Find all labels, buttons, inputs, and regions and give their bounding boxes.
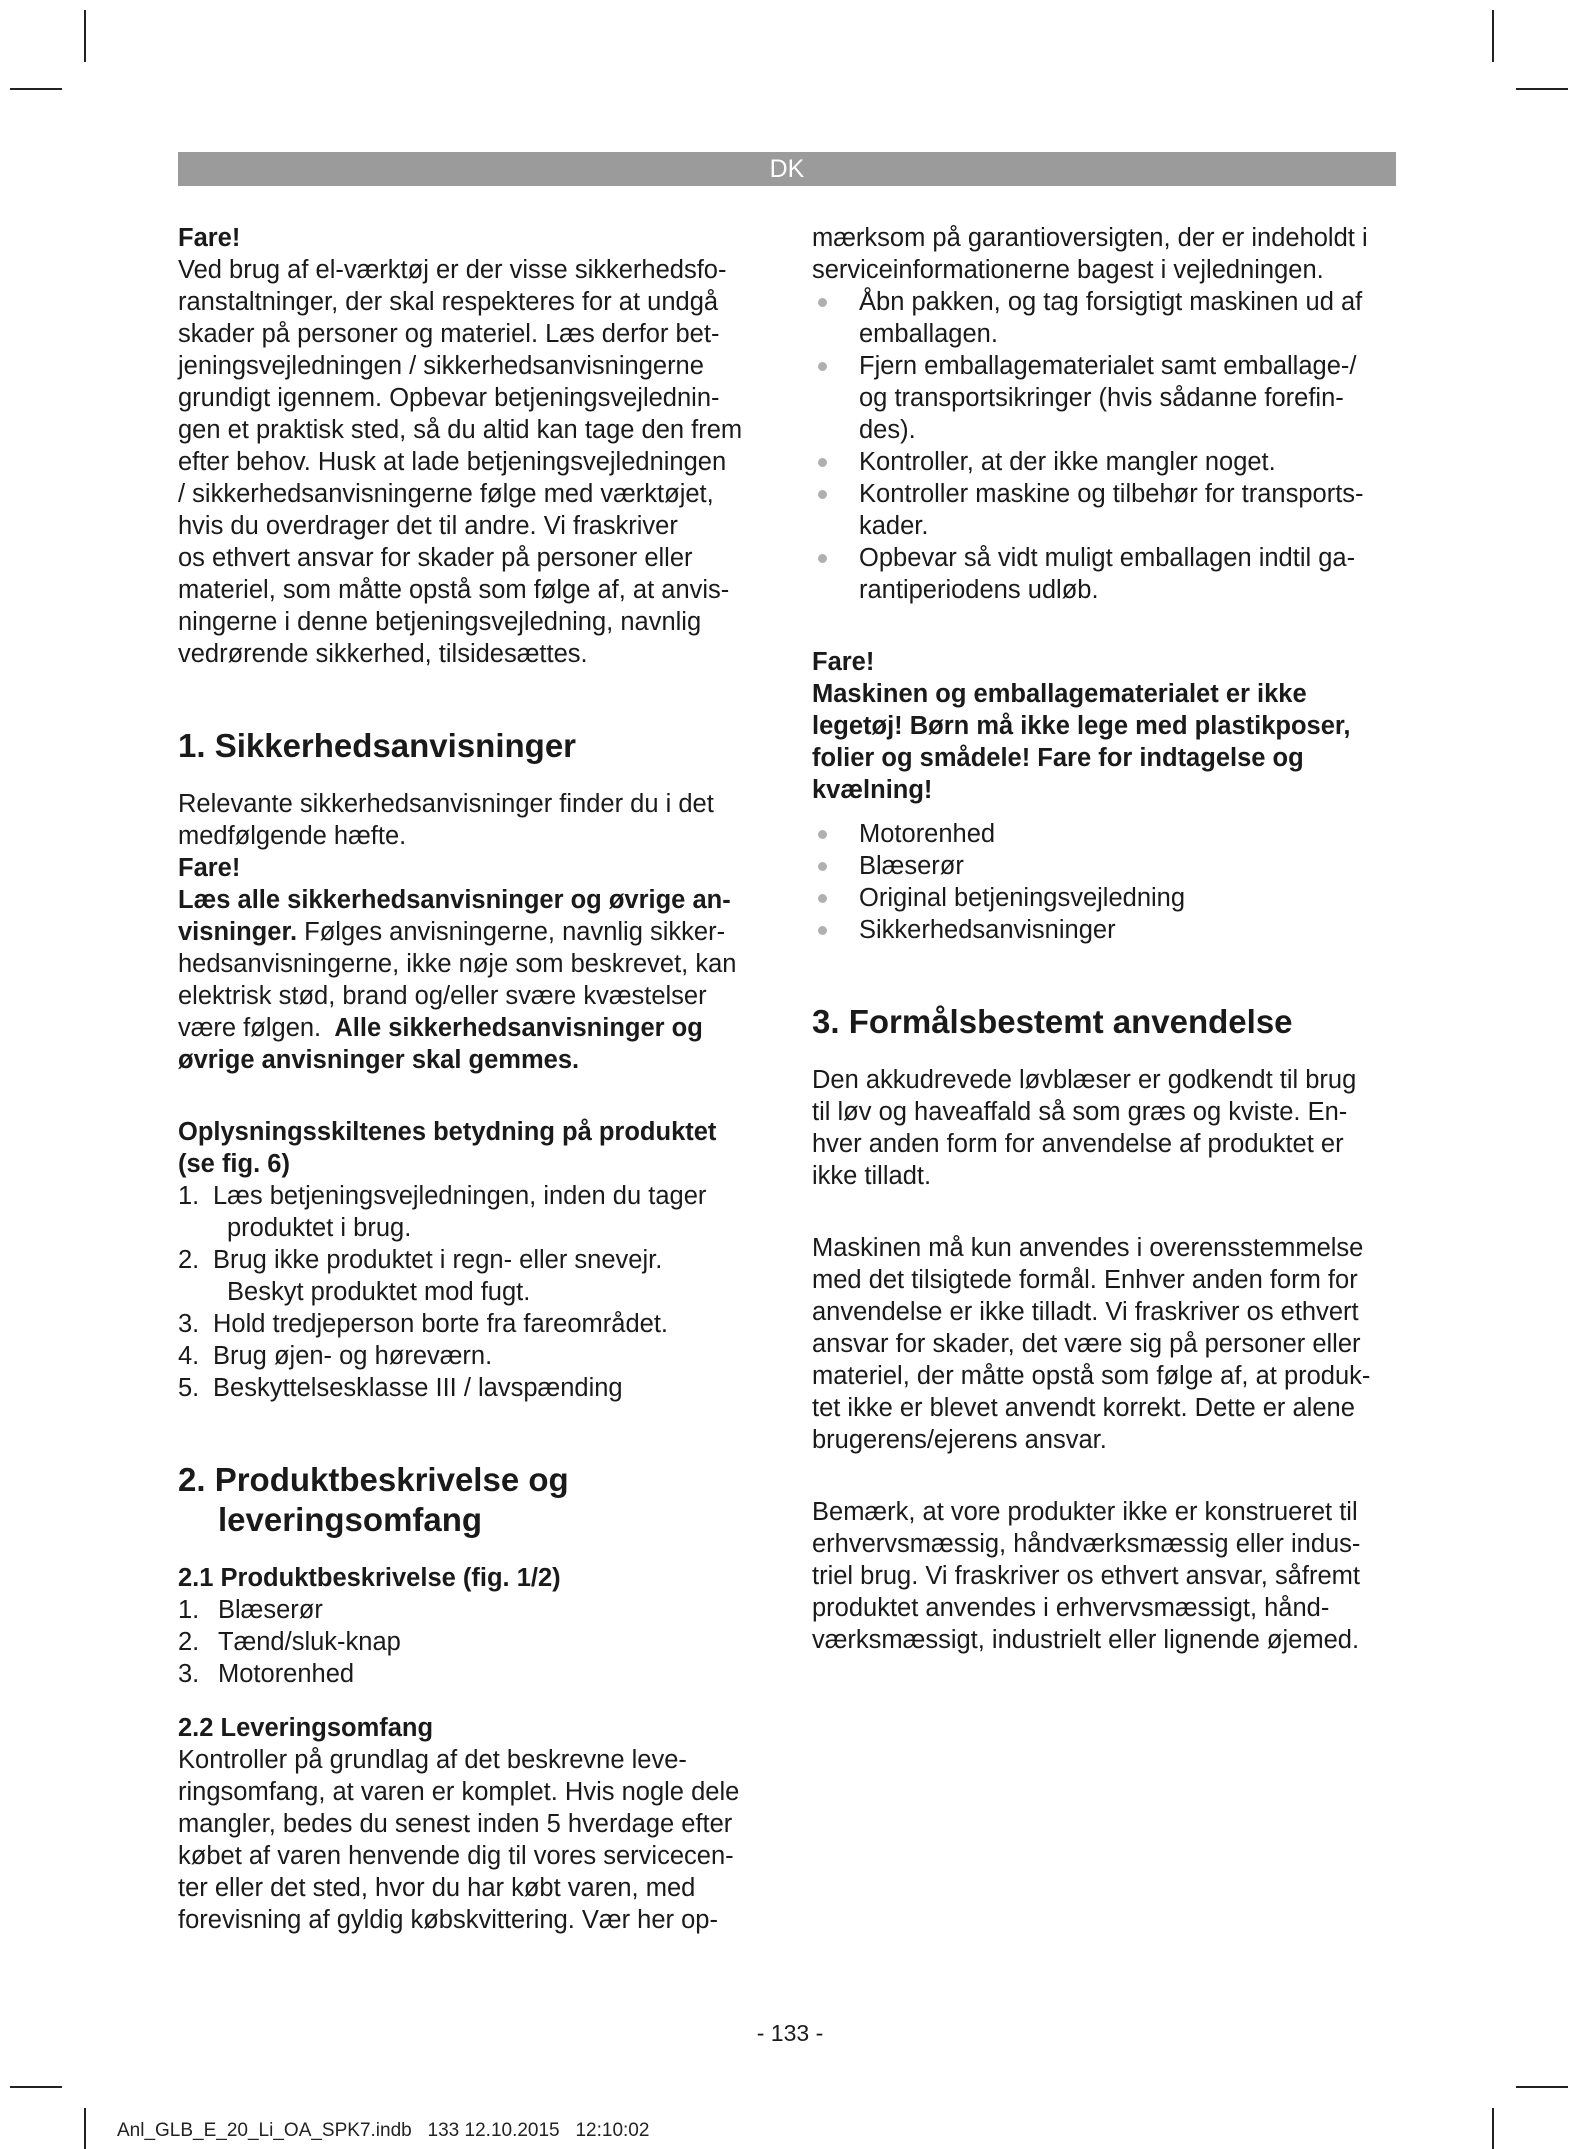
text-line: Den akkudrevede løvblæser er godkendt til brug (812, 1066, 1357, 1094)
text-line: mangler, bedes du senest inden 5 hverdage efter (178, 1810, 733, 1838)
sign-number: 4. (178, 1342, 200, 1370)
crop-mark (84, 2108, 86, 2149)
continued-text (812, 222, 1412, 286)
sign-text-line: Læs betjeningsvejledningen, inden du tager (213, 1182, 707, 1210)
bullet-icon (818, 298, 827, 307)
part-number: 1. (178, 1596, 200, 1624)
sign-text (213, 1180, 778, 1244)
text-line: skader på personer og materiel. Læs derfor bet- (178, 320, 720, 348)
left-column (178, 222, 778, 1936)
scope-item (812, 818, 1412, 850)
text-line: legetøj! Børn må ikke lege med plastikposer, (812, 712, 1351, 740)
bullet-icon (818, 490, 827, 499)
sign-number: 2. (178, 1246, 200, 1274)
sign-text-line: Hold tredjeperson borte fra fareområdet. (213, 1310, 668, 1338)
bullet-icon (818, 894, 827, 903)
subsection-2-2-title: 2.2 Leveringsomfang (178, 1714, 434, 1742)
text-line: anvendelse er ikke tilladt. Vi fraskriver os ethvert (812, 1298, 1359, 1326)
text-line: ningerne i denne betjeningsvejledning, navnlig (178, 608, 702, 636)
text-line: Maskinen og emballagematerialet er ikke (812, 680, 1307, 708)
bullet-text-line: emballagen. (859, 320, 998, 348)
section-1-warning-line (178, 916, 778, 948)
text-line: hedsanvisningerne, ikke nøje som beskrevet, kan (178, 950, 737, 978)
subsection-2-2-text (178, 1744, 778, 1936)
section-2-title (178, 1460, 778, 1540)
text-line: grundigt igennem. Opbevar betjeningsvejlednin- (178, 384, 720, 412)
sign-text-line: Brug øjen- og høreværn. (213, 1342, 493, 1370)
subsection-2-1-title: 2.1 Produktbeskrivelse (fig. 1/2) (178, 1564, 561, 1592)
checklist-item (812, 478, 1412, 542)
text-line: Ved brug af el-værktøj er der visse sikkerhedsfo- (178, 256, 727, 284)
part-label: Motorenhed (218, 1660, 355, 1688)
crop-mark (84, 10, 86, 62)
text-line: elektrisk stød, brand og/eller svære kvæstelser (178, 982, 707, 1010)
crop-mark (10, 88, 62, 90)
crop-mark (10, 2086, 62, 2088)
text-line: købet af varen henvende dig til vores servicecen- (178, 1842, 734, 1870)
text-line: ikke tilladt. (812, 1162, 932, 1190)
sign-item (178, 1244, 778, 1308)
text-line: kvælning! (812, 776, 933, 804)
checklist-item (812, 350, 1412, 446)
parts-list (178, 1594, 778, 1690)
text-line: serviceinformationerne bagest i vejledningen. (812, 256, 1324, 284)
bullet-text-line: Motorenhed (859, 820, 996, 848)
sign-text (213, 1372, 778, 1404)
scope-item (812, 850, 1412, 882)
part-label: Tænd/sluk-knap (218, 1628, 401, 1656)
text-line: ter eller det sted, hvor du har købt varen, med (178, 1874, 696, 1902)
sign-item (178, 1308, 778, 1340)
text-line: ansvar for skader, det være sig på personer eller (812, 1330, 1361, 1358)
part-label: Blæserør (218, 1596, 323, 1624)
text-fragment: Følges anvisningerne, navnlig sikker- (297, 918, 726, 946)
crop-mark (1492, 10, 1494, 62)
bullet-text-line: rantiperiodens udløb. (859, 576, 1099, 604)
bullet-text-line: kader. (859, 512, 929, 540)
text-line: værksmæssigt, industrielt eller lignende øjemed. (812, 1626, 1360, 1654)
text-line: efter behov. Husk at lade betjeningsvejledningen (178, 448, 727, 476)
section-1-warning-line: Læs alle sikkerhedsanvisninger og øvrige an- (178, 886, 731, 914)
section-2-title-line: 2. Produktbeskrivelse og (178, 1461, 569, 1498)
text-line: med det tilsigtede formål. Enhver anden form for (812, 1266, 1358, 1294)
text-line: ranstaltninger, der skal respekteres for at undgå (178, 288, 719, 316)
delivery-scope-list (812, 818, 1412, 946)
text-line: vedrørende sikkerhed, tilsidesættes. (178, 640, 588, 668)
text-line: ringsomfang, at varen er komplet. Hvis nogle dele (178, 1778, 740, 1806)
bullet-text-line: Original betjeningsvejledning (859, 884, 1186, 912)
text-line: medfølgende hæfte. (178, 822, 407, 850)
bullet-text-line: Sikkerhedsanvisninger (859, 916, 1116, 944)
sign-text (213, 1340, 778, 1372)
heading-line: Oplysningsskiltenes betydning på produktet (178, 1118, 717, 1146)
text-fragment: være følgen. (178, 1014, 322, 1042)
bullet-text-line: des). (859, 416, 916, 444)
text-line: hvis du overdrager det til andre. Vi fraskriver (178, 512, 678, 540)
page-number: - 133 - (756, 2020, 824, 2046)
text-line: jeningsvejledningen / sikkerhedsanvisningerne (178, 352, 704, 380)
text-line: Bemærk, at vore produkter ikke er konstrueret til (812, 1498, 1358, 1526)
text-line: triel brug. Vi fraskriver os ethvert ansvar, såfremt (812, 1562, 1360, 1590)
part-number: 2. (178, 1628, 200, 1656)
sign-text-line: Beskyttelsesklasse III / lavspænding (213, 1374, 623, 1402)
bullet-text-line: Blæserør (859, 852, 964, 880)
section-1-warning-text (178, 948, 778, 1012)
checklist-item (812, 542, 1412, 606)
packaging-warning-title: Fare! (812, 648, 875, 676)
section-1-warning-title: Fare! (178, 854, 241, 882)
language-header-bar (178, 152, 1396, 186)
text-line: Relevante sikkerhedsanvisninger finder du i det (178, 790, 714, 818)
sign-item (178, 1180, 778, 1244)
sign-number: 5. (178, 1374, 200, 1402)
packaging-warning-text (812, 678, 1412, 806)
part-item (178, 1658, 778, 1690)
text-line: folier og smådele! Fare for indtagelse og (812, 744, 1304, 772)
part-item (178, 1594, 778, 1626)
sign-text-line: Beskyt produktet mod fugt. (227, 1278, 531, 1306)
section-1-title: 1. Sikkerhedsanvisninger (178, 727, 577, 764)
checklist-item (812, 446, 1412, 478)
bullet-text-line: Åbn pakken, og tag forsigtigt maskinen ud af (859, 288, 1363, 316)
heading-line: (se fig. 6) (178, 1150, 290, 1178)
bullet-icon (818, 830, 827, 839)
bold-fragment: visninger. (178, 918, 298, 946)
sign-number: 1. (178, 1182, 200, 1210)
signs-list (178, 1180, 778, 1404)
section-3-paragraph (812, 1496, 1412, 1656)
bold-fragment: Alle sikkerhedsanvisninger og (321, 1014, 703, 1042)
section-1-warning-line: øvrige anvisninger skal gemmes. (178, 1046, 580, 1074)
bullet-text-line: Kontroller maskine og tilbehør for transports- (859, 480, 1364, 508)
section-3-title: 3. Formålsbestemt anvendelse (812, 1003, 1293, 1040)
text-line: materiel, som måtte opstå som følge af, at anvis- (178, 576, 730, 604)
section-1-warning-line (178, 1012, 778, 1044)
language-label: DK (769, 155, 805, 183)
section-3-paragraph (812, 1064, 1412, 1192)
crop-mark (1516, 88, 1568, 90)
crop-mark (1492, 2108, 1494, 2149)
text-line: tet ikke er blevet anvendt korrekt. Dette er alene (812, 1394, 1355, 1422)
text-line: gen et praktisk sted, så du altid kan tage den frem (178, 416, 743, 444)
text-line: produktet anvendes i erhvervsmæssigt, hånd- (812, 1594, 1330, 1622)
text-line: / sikkerhedsanvisningerne følge med værktøjet, (178, 480, 714, 508)
bullet-icon (818, 554, 827, 563)
part-item (178, 1626, 778, 1658)
bullet-text-line: og transportsikringer (hvis sådanne forefin- (859, 384, 1344, 412)
sign-text (213, 1308, 778, 1340)
text-line: erhvervsmæssig, håndværksmæssig eller indus- (812, 1530, 1361, 1558)
signs-heading (178, 1116, 778, 1180)
checklist-item (812, 286, 1412, 350)
sign-text-line: Brug ikke produktet i regn- eller snevejr. (213, 1246, 663, 1274)
bullet-text-line: Opbevar så vidt muligt emballagen indtil ga- (859, 544, 1356, 572)
sign-text-line: produktet i brug. (227, 1214, 412, 1242)
crop-mark (1516, 2086, 1568, 2088)
bullet-icon (818, 458, 827, 467)
right-column (812, 222, 1412, 1656)
section-3-paragraph (812, 1232, 1412, 1456)
warning-title: Fare! (178, 224, 241, 252)
text-line: forevisning af gyldig købskvittering. Vær her op- (178, 1906, 718, 1934)
bullet-icon (818, 926, 827, 935)
bullet-text-line: Kontroller, at der ikke mangler noget. (859, 448, 1276, 476)
text-line: til løv og haveaffald så som græs og kviste. En- (812, 1098, 1348, 1126)
text-line: materiel, der måtte opstå som følge af, at produk- (812, 1362, 1371, 1390)
section-2-title-line: leveringsomfang (218, 1501, 483, 1538)
bullet-icon (818, 362, 827, 371)
print-file-info: Anl_GLB_E_20_Li_OA_SPK7.indb 133 12.10.2015 12:10:02 (117, 2120, 650, 2141)
text-line: mærksom på garantioversigten, der er indeholdt i (812, 224, 1368, 252)
part-number: 3. (178, 1660, 200, 1688)
text-line: Maskinen må kun anvendes i overensstemmelse (812, 1234, 1364, 1262)
text-line: brugerens/ejerens ansvar. (812, 1426, 1107, 1454)
bullet-icon (818, 862, 827, 871)
sign-text (213, 1244, 778, 1308)
scope-item (812, 882, 1412, 914)
sign-number: 3. (178, 1310, 200, 1338)
text-line: os ethvert ansvar for skader på personer eller (178, 544, 693, 572)
text-line: Kontroller på grundlag af det beskrevne leve- (178, 1746, 687, 1774)
sign-item (178, 1340, 778, 1372)
section-1-intro (178, 788, 778, 852)
sign-item (178, 1372, 778, 1404)
warning-text (178, 254, 778, 670)
bullet-text-line: Fjern emballagematerialet samt emballage-/ (859, 352, 1357, 380)
scope-item (812, 914, 1412, 946)
text-line: hver anden form for anvendelse af produktet er (812, 1130, 1344, 1158)
unpacking-checklist (812, 286, 1412, 606)
